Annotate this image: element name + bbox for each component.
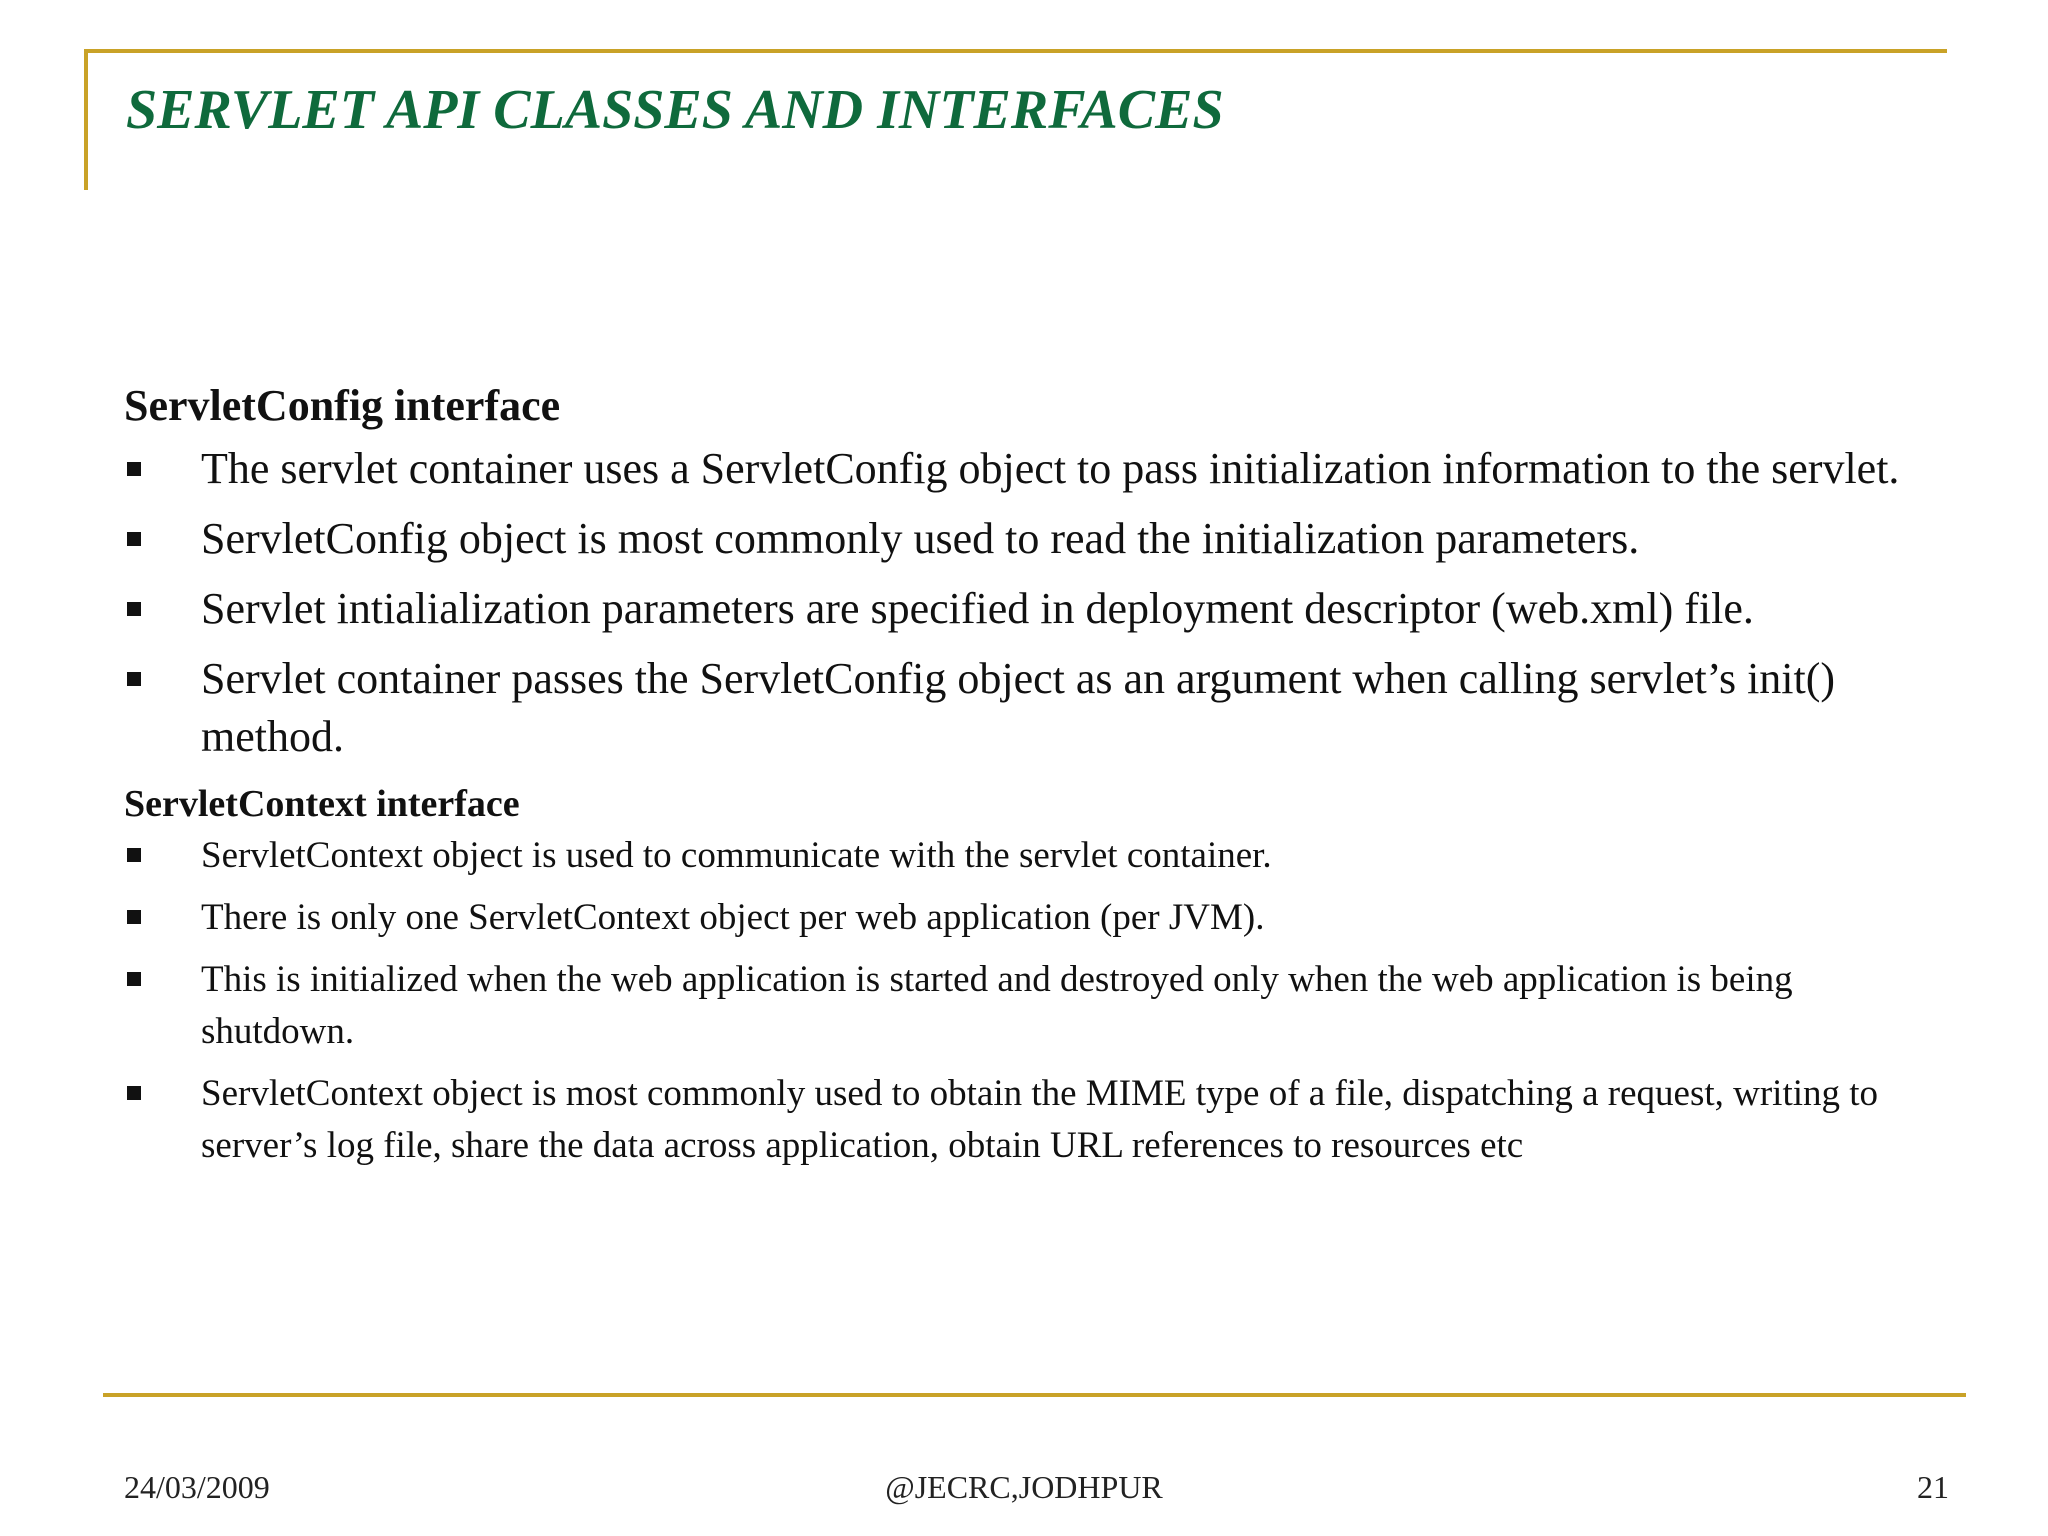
slide-number: 21 bbox=[1917, 1469, 1949, 1505]
square-bullet-icon bbox=[127, 462, 141, 476]
bullet-text: The servlet container uses a ServletConfig object to pass initialization information to the servlet. bbox=[201, 444, 1900, 493]
title-frame-left-rule bbox=[84, 49, 88, 190]
list-item bbox=[124, 580, 1954, 638]
square-bullet-icon bbox=[127, 972, 141, 986]
slide-body bbox=[124, 372, 1954, 1182]
bullet-text: Servlet container passes the ServletConfig object as an argument when calling servlet’s init() method. bbox=[201, 654, 1836, 761]
square-bullet-icon bbox=[127, 1086, 141, 1100]
square-bullet-icon bbox=[127, 532, 141, 546]
bullet-text: Servlet intialialization parameters are specified in deployment descriptor (web.xml) file. bbox=[201, 584, 1754, 633]
list-item bbox=[124, 1068, 1954, 1172]
square-bullet-icon bbox=[127, 602, 141, 616]
bullet-list bbox=[124, 440, 1954, 766]
slide-title: SERVLET API CLASSES AND INTERFACES bbox=[126, 79, 1224, 141]
servletconfig-section bbox=[124, 372, 1954, 766]
list-item bbox=[124, 830, 1954, 882]
square-bullet-icon bbox=[127, 910, 141, 924]
section-heading: ServletConfig interface bbox=[124, 381, 561, 430]
bullet-text: ServletContext object is most commonly used to obtain the MIME type of a file, dispatching a request, writing to server’s log file, share the data across application, obtain URL references to resources etc bbox=[201, 1073, 1879, 1166]
bullet-text: This is initialized when the web application is started and destroyed only when the web application is being shutdown. bbox=[201, 959, 1793, 1052]
footer-rule bbox=[103, 1393, 1966, 1397]
list-item bbox=[124, 440, 1954, 498]
footer-date: 24/03/2009 bbox=[124, 1469, 270, 1505]
bullet-text: ServletConfig object is most commonly used to read the initialization parameters. bbox=[201, 514, 1640, 563]
bullet-text: There is only one ServletContext object per web application (per JVM). bbox=[201, 897, 1265, 938]
footer-organization: @JECRC,JODHPUR bbox=[885, 1469, 1163, 1505]
section-heading: ServletContext interface bbox=[124, 783, 520, 825]
square-bullet-icon bbox=[127, 848, 141, 862]
list-item bbox=[124, 954, 1954, 1058]
list-item bbox=[124, 650, 1954, 766]
servletcontext-section bbox=[124, 778, 1954, 1172]
list-item bbox=[124, 892, 1954, 944]
title-frame-top-rule bbox=[84, 49, 1947, 53]
bullet-text: ServletContext object is used to communicate with the servlet container. bbox=[201, 835, 1272, 876]
list-item bbox=[124, 510, 1954, 568]
bullet-list bbox=[124, 830, 1954, 1172]
square-bullet-icon bbox=[127, 672, 141, 686]
